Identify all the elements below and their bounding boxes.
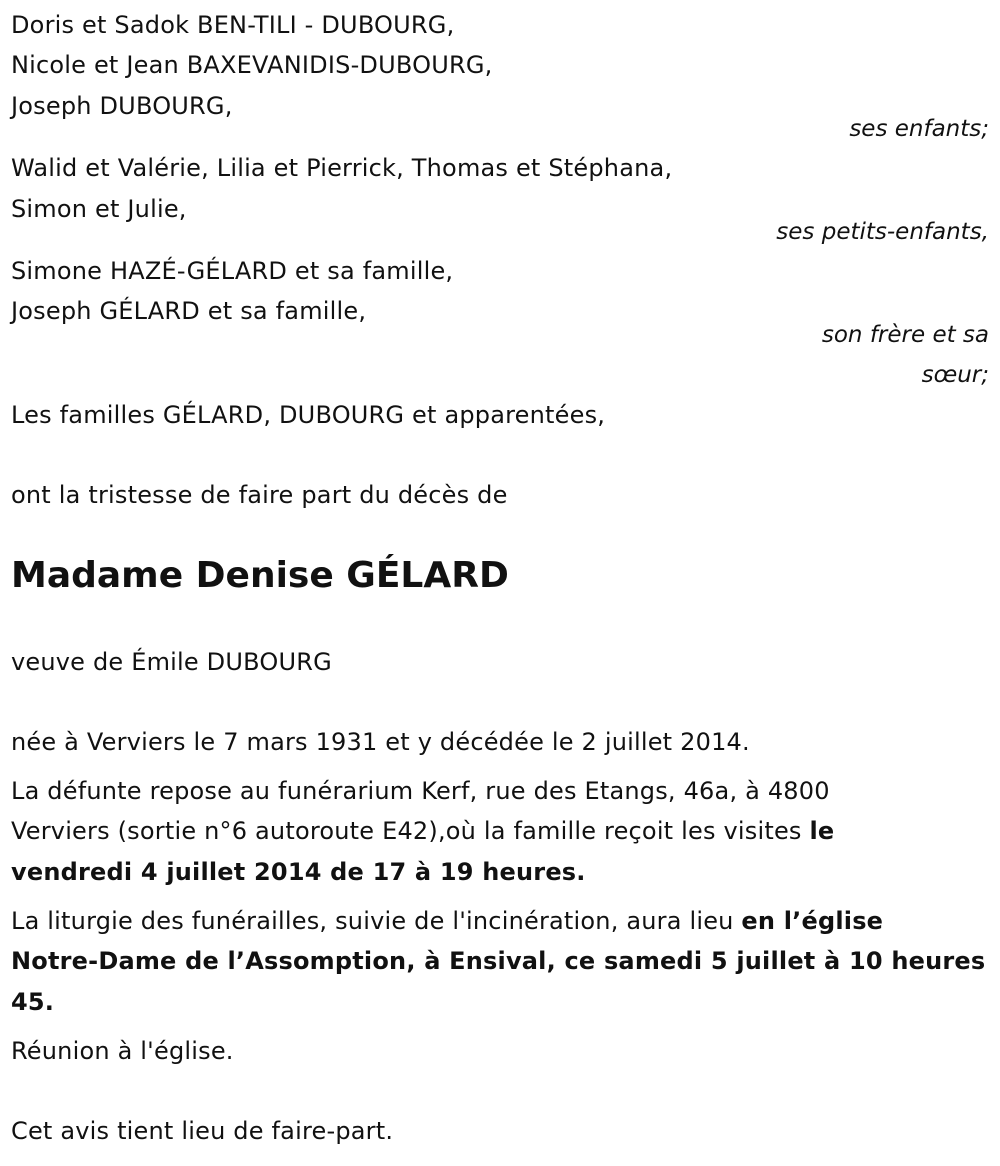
deceased-name: Madame Denise GÉLARD — [11, 555, 509, 596]
widow-of-line: veuve de Émile DUBOURG — [11, 648, 332, 676]
visitation-line-2-bold: le — [809, 817, 835, 845]
closing-line: Cet avis tient lieu de faire-part. — [11, 1117, 394, 1145]
siblings-role-line1: son frère et sa — [821, 322, 989, 348]
child-name-1: Doris et Sadok BEN-TILI - DUBOURG, — [11, 11, 455, 39]
siblings-role-line2: sœur; — [921, 362, 989, 388]
funeral-line-1-text: La liturgie des funérailles, suivie de l'incinération, aura lieu — [11, 907, 742, 935]
grandchild-names-1: Walid et Valérie, Lilia et Pierrick, Thomas et Stéphana, — [11, 154, 673, 182]
families-line: Les familles GÉLARD, DUBOURG et apparentées, — [11, 401, 606, 429]
sibling-name-2: Joseph GÉLARD et sa famille, — [11, 297, 367, 325]
visitation-line-1: La défunte repose au funérarium Kerf, rue des Etangs, 46a, à 4800 — [11, 777, 830, 805]
child-name-3: Joseph DUBOURG, — [11, 92, 233, 120]
child-name-2: Nicole et Jean BAXEVANIDIS-DUBOURG, — [11, 51, 493, 79]
birth-death-line: née à Verviers le 7 mars 1931 et y décédée le 2 juillet 2014. — [11, 728, 750, 756]
funeral-line-3: 45. — [11, 988, 55, 1016]
children-role: ses enfants; — [849, 116, 989, 142]
funeral-line-2: Notre-Dame de l’Assomption, à Ensival, ce samedi 5 juillet à 10 heures — [11, 947, 986, 975]
grandchildren-role: ses petits-enfants, — [776, 219, 989, 245]
gathering-line: Réunion à l'église. — [11, 1037, 234, 1065]
visitation-line-3: vendredi 4 juillet 2014 de 17 à 19 heures. — [11, 858, 586, 886]
funeral-line-1 — [11, 901, 883, 941]
visitation-line-2 — [11, 811, 834, 851]
announcement-line: ont la tristesse de faire part du décès de — [11, 481, 508, 509]
funeral-line-1-bold: en l’église — [741, 907, 884, 935]
sibling-name-1: Simone HAZÉ-GÉLARD et sa famille, — [11, 257, 454, 285]
visitation-line-2-text: Verviers (sortie n°6 autoroute E42),où la famille reçoit les visites — [11, 817, 810, 845]
grandchild-names-2: Simon et Julie, — [11, 195, 187, 223]
